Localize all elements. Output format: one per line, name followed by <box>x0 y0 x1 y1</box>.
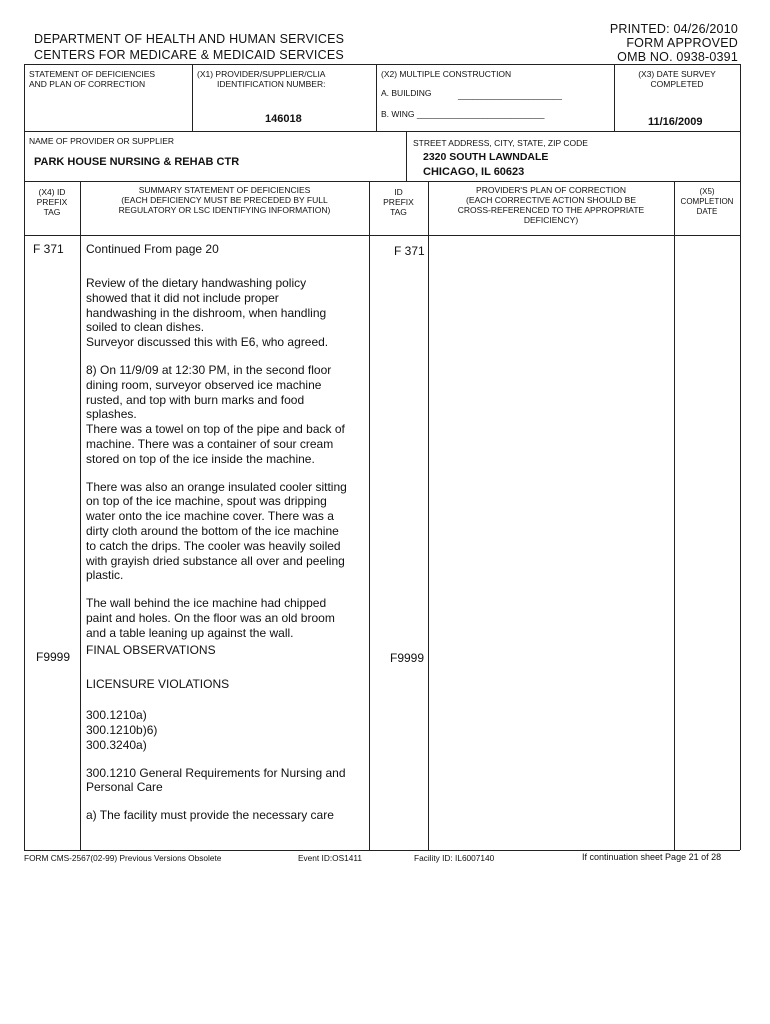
footer-facility-id: Facility ID: IL6007140 <box>414 853 495 863</box>
plan-header <box>428 185 674 225</box>
deficiency-body <box>86 276 366 836</box>
final-observations <box>86 643 366 658</box>
id-header-2: PREFIX <box>383 197 414 207</box>
tag-left-f371: F 371 <box>33 242 64 256</box>
x3-label-2: COMPLETED <box>650 79 704 89</box>
paragraph-wall <box>86 596 366 640</box>
text-line: Review of the dietary handwashing policy <box>86 276 307 290</box>
tag-left-f9999: F9999 <box>36 650 71 664</box>
text-line: 8) On 11/9/09 at 12:30 PM, in the second floor <box>86 362 332 377</box>
summary-header <box>80 185 369 215</box>
paragraph-cooler <box>86 480 366 584</box>
text-line: soiled to clean dishes. <box>86 320 205 335</box>
paragraph-necessary-care <box>86 808 366 823</box>
plan-header-4: DEFICIENCY) <box>523 215 579 225</box>
printed-date: PRINTED: 04/26/2010 <box>609 22 738 36</box>
department-title: DEPARTMENT OF HEALTH AND HUMAN SERVICES <box>34 32 345 46</box>
text-line: with grayish dried substance all over and peeling <box>86 553 345 568</box>
building-blank: ______________________ <box>458 90 563 100</box>
code-line: 300.3240a) <box>86 737 147 752</box>
x4-header <box>24 187 80 217</box>
text-line: water onto the ice machine cover. There was a <box>86 509 334 524</box>
street-address: 2320 SOUTH LAWNDALE <box>423 151 549 163</box>
statement-label-2: AND PLAN OF CORRECTION <box>29 79 146 89</box>
id-header <box>369 187 428 217</box>
address-label: STREET ADDRESS, CITY, STATE, ZIP CODE <box>413 138 588 148</box>
statement-label <box>29 69 155 89</box>
text-line: handwashing in the dishroom, when handling <box>86 305 327 320</box>
text-line: Personal Care <box>86 780 163 795</box>
x5-header <box>674 187 740 217</box>
text-line: plastic. <box>86 568 124 583</box>
paragraph-handwashing <box>86 276 366 350</box>
text-line: paint and holes. On the floor was an old broom <box>86 610 335 625</box>
code-line: 300.1210a) <box>86 708 147 723</box>
form-approved: FORM APPROVED <box>626 36 738 50</box>
x1-label-1: (X1) PROVIDER/SUPPLIER/CLIA <box>197 69 326 79</box>
x1-label-2: IDENTIFICATION NUMBER: <box>217 79 326 89</box>
text-line: LICENSURE VIOLATIONS <box>86 677 230 692</box>
omb-number: OMB NO. 0938-0391 <box>617 50 738 64</box>
violation-codes <box>86 708 366 752</box>
x1-label <box>197 69 325 89</box>
city-state-zip: CHICAGO, IL 60623 <box>423 166 525 178</box>
text-line: machine. There was a container of sour cream <box>86 436 334 451</box>
paragraph-ice-machine <box>86 363 366 467</box>
x4-header-3: TAG <box>43 207 61 217</box>
summary-header-2: (EACH DEFICIENCY MUST BE PRECEDED BY FULL <box>121 195 328 205</box>
plan-header-3: CROSS-REFERENCED TO THE APPROPRIATE <box>457 205 645 215</box>
x5-header-3: DATE <box>696 207 718 216</box>
statement-label-1: STATEMENT OF DEFICIENCIES <box>29 69 156 79</box>
provider-name: PARK HOUSE NURSING & REHAB CTR <box>34 156 240 168</box>
text-line: splashes. <box>86 407 137 422</box>
provider-number: 146018 <box>265 113 302 125</box>
x5-header-1: (X5) <box>699 187 715 196</box>
text-line: There was a towel on top of the pipe and back of <box>86 422 345 437</box>
id-header-3: TAG <box>390 207 407 217</box>
x3-label <box>614 69 740 89</box>
code-line: 300.1210b)6) <box>86 722 158 737</box>
licensure-violations <box>86 677 366 692</box>
wing-label: B. WING ___________________________ <box>381 109 545 119</box>
text-line: rusted, and top with burn marks and food <box>86 392 305 407</box>
text-line: The wall behind the ice machine had chipped <box>86 596 327 611</box>
x5-header-2: COMPLETION <box>680 197 734 206</box>
tag-right-f9999: F9999 <box>390 651 425 665</box>
summary-header-3: REGULATORY OR LSC IDENTIFYING INFORMATION) <box>118 205 331 215</box>
text-line: stored on top of the ice inside the machine. <box>86 451 315 466</box>
text-line: There was also an orange insulated cooler sitting <box>86 479 347 494</box>
centers-title: CENTERS FOR MEDICARE & MEDICAID SERVICES <box>34 48 344 62</box>
building-label: A. BUILDING <box>381 88 432 98</box>
text-line: to catch the drips. The cooler was heavily soiled <box>86 538 341 553</box>
tag-right-f371: F 371 <box>394 244 425 258</box>
print-info <box>610 22 738 64</box>
footer-page-number: If continuation sheet Page 21 of 28 <box>582 852 722 862</box>
agency-header <box>34 31 344 63</box>
id-header-1: ID <box>394 187 403 197</box>
continued-from: Continued From page 20 <box>86 242 219 256</box>
text-line: and a table leaning up against the wall. <box>86 625 294 640</box>
text-line: 300.1210 General Requirements for Nursing and <box>86 765 346 780</box>
text-line: FINAL OBSERVATIONS <box>86 642 216 657</box>
footer-event-id: Event ID:OS1411 <box>298 853 362 863</box>
x4-header-1: (X4) ID <box>38 187 66 197</box>
text-line: a) The facility must provide the necessary care <box>86 808 334 823</box>
text-line: dining room, surveyor observed ice machine <box>86 377 322 392</box>
footer-form: FORM CMS-2567(02-99) Previous Versions Obsolete <box>24 853 222 863</box>
survey-date: 11/16/2009 <box>648 116 703 128</box>
paragraph-general-requirements <box>86 766 366 796</box>
text-line: Surveyor discussed this with E6, who agreed. <box>86 335 329 350</box>
text-line: on top of the ice machine, spout was dripping <box>86 494 327 509</box>
plan-header-1: PROVIDER'S PLAN OF CORRECTION <box>476 185 626 195</box>
x2-label: (X2) MULTIPLE CONSTRUCTION <box>381 69 512 79</box>
x4-header-2: PREFIX <box>36 197 68 207</box>
text-line: showed that it did not include proper <box>86 290 279 305</box>
text-line: dirty cloth around the bottom of the ice machine <box>86 523 339 538</box>
x3-label-1: (X3) DATE SURVEY <box>638 69 716 79</box>
provider-name-label: NAME OF PROVIDER OR SUPPLIER <box>29 136 174 146</box>
plan-header-2: (EACH CORRECTIVE ACTION SHOULD BE <box>465 195 637 205</box>
summary-header-1: SUMMARY STATEMENT OF DEFICIENCIES <box>138 185 311 195</box>
